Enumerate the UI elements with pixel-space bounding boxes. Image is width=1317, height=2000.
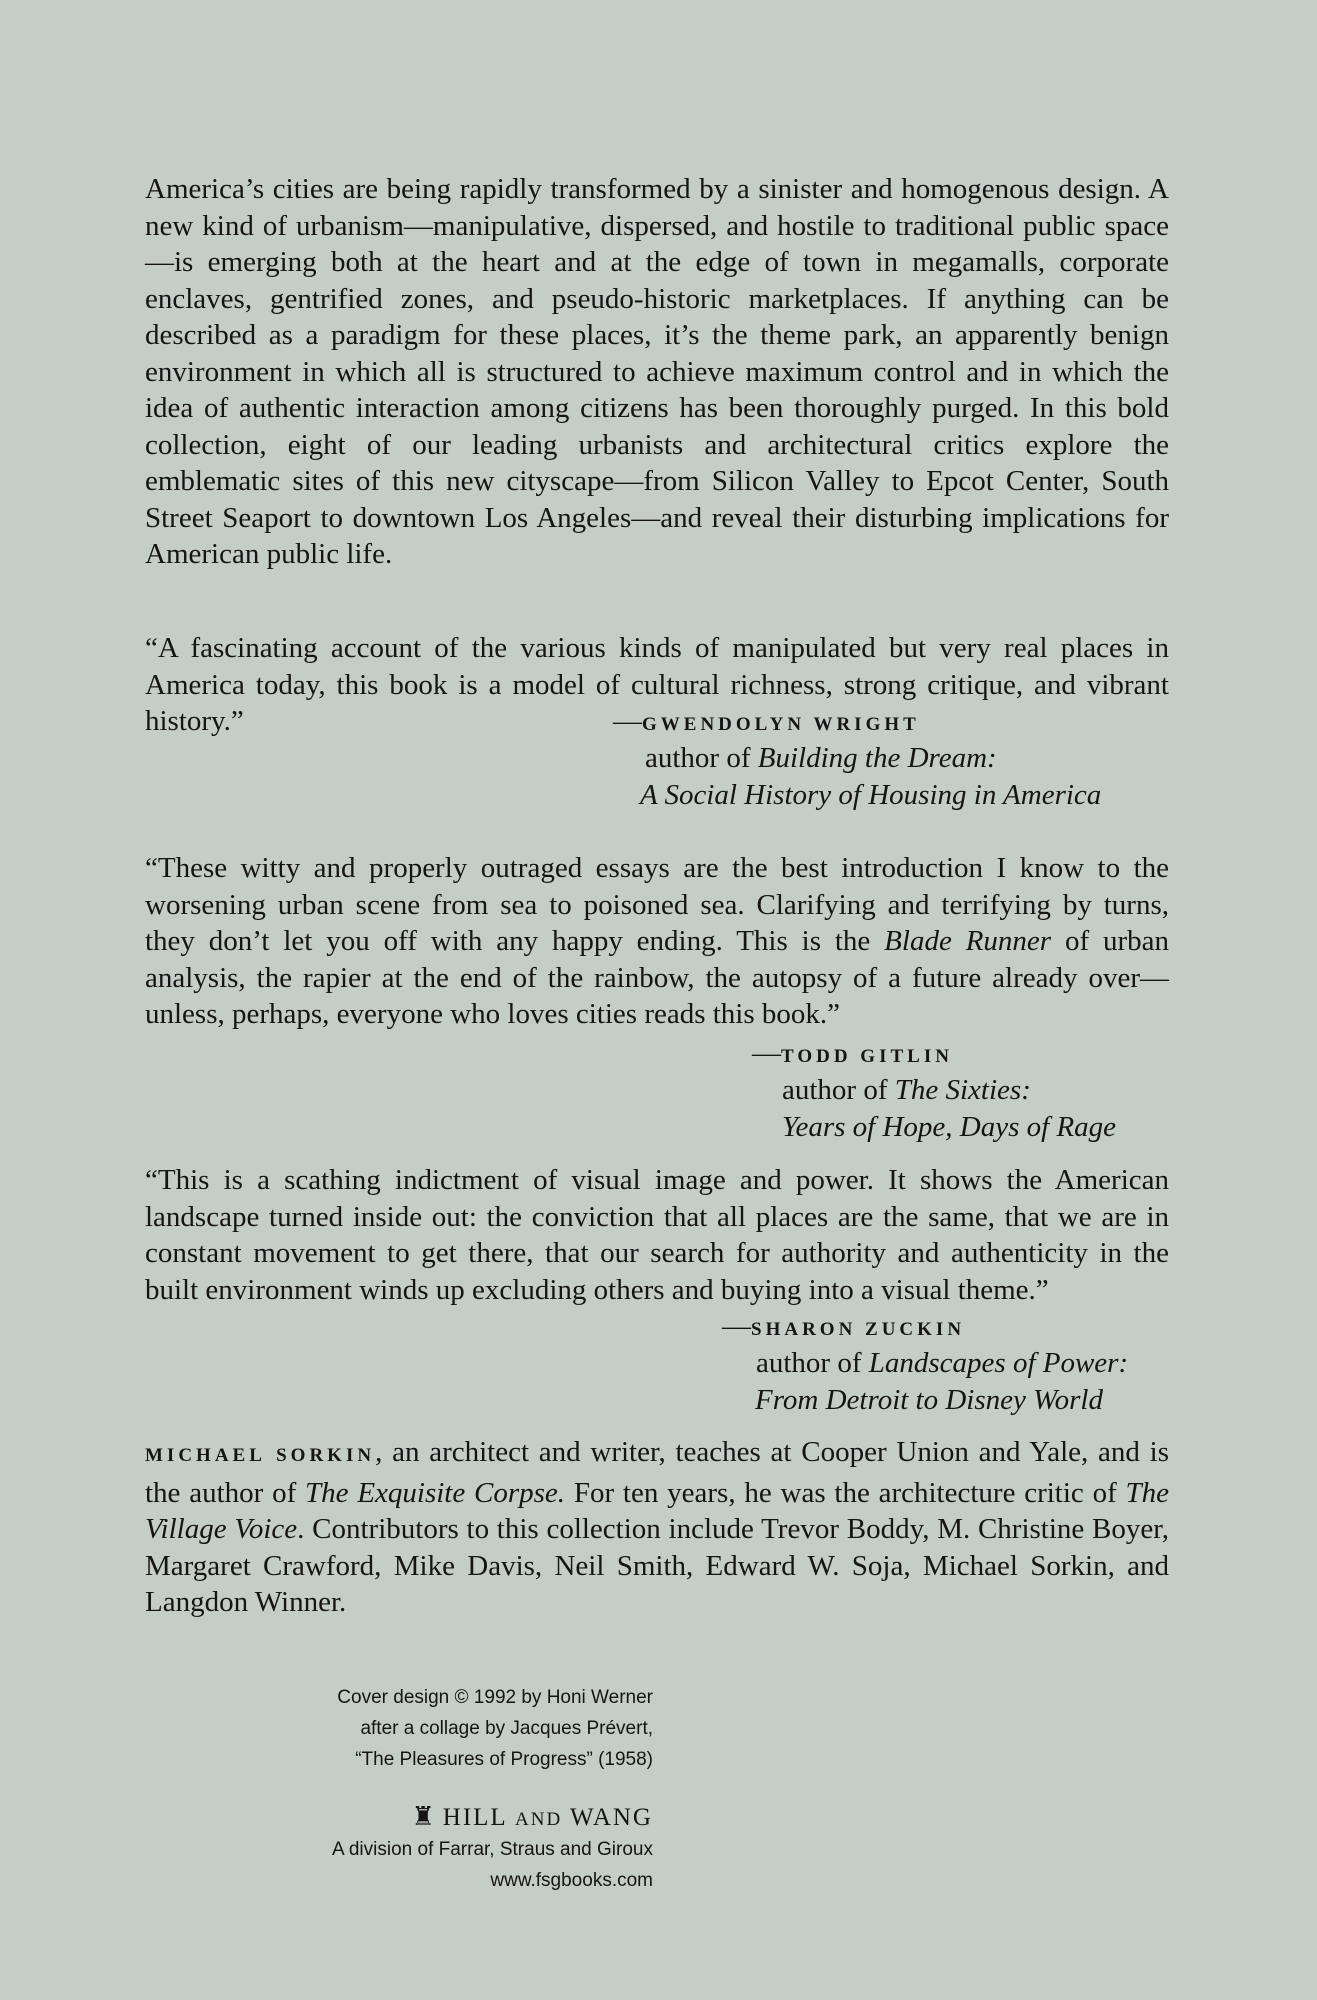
author-bio: MICHAEL SORKIN, an architect and writer, teaches at Cooper Union and Yale, and is the author of The Exquisite Corpse. For ten years, he was the architecture critic of The Village Voice. Contributors to this collection include Trevor Boddy, M. Christine Boyer, Margaret Crawford, Mike Davis, Neil Smith, Edward W. Soja, Michael Sorkin, and Langdon Winner. (145, 1436, 1170, 1618)
quote-gitlin-work-subtitle: Years of Hope, Days of Rage (782, 1111, 1117, 1143)
publisher-division: A division of Farrar, Straus and Giroux (331, 1839, 653, 1860)
quote-wright-author: —GWENDOLYN WRIGHT (613, 705, 920, 737)
quote-zuckin-work: author of Landscapes of Power: (756, 1347, 1129, 1379)
publisher-logo-icon: ♜ (411, 1802, 437, 1831)
quote-zuckin: “This is a scathing indictment of visual image and power. It shows the American landscape turned inside out: the conviction that all places are the same, that we are in constant movement to get there, that our search for authority and authenticity in the built environment winds up excluding others and buying into a visual theme.” (145, 1164, 1169, 1306)
cover-credits: Cover design © 1992 by Honi Werner after a collage by Jacques Prévert, “The Pleasures of Progress” (1958) (337, 1687, 653, 1770)
quote-wright-work-subtitle: A Social History of Housing in America (640, 779, 1102, 811)
quote-gitlin-author: —TODD GITLIN (752, 1037, 953, 1069)
quote-gitlin: “These witty and properly outraged essays are the best introduction I know to the worsening urban scene from sea to poisoned sea. Clarifying and terrifying by turns, they don’t let you off with any happy ending. This is the Blade Runner of urban analysis, the rapier at the end of the rainbow, the autopsy of a future already over—unless, perhaps, everyone who loves cities reads this book.” (145, 852, 1169, 1030)
book-description: America’s cities are being rapidly transformed by a sinister and homogenous design. A new kind of urbanism—manipulative, dispersed, and hostile to traditional public space—is emerging both at the heart and at the edge of town in megamalls, corporate enclaves, gentrified zones, and pseudo-historic marketplaces. If anything can be described as a paradigm for these places, it’s the theme park, an apparently benign environment in which all is structured to achieve maximum control and in which the idea of authentic interaction among citizens has been thoroughly purged. In this bold collection, eight of our leading urbanists and architectural critics explore the emblematic sites of this new cityscape—from Silicon Valley to Epcot Center, South Street Seaport to downtown Los Angeles—and reveal their disturbing implications for American public life. (145, 173, 1169, 570)
quote-zuckin-author: —SHARON ZUCKIN (722, 1310, 966, 1342)
publisher-info (240, 1834, 653, 1896)
publisher-url: www.fsgbooks.com (490, 1870, 653, 1891)
quote-gitlin-work: author of The Sixties: (782, 1074, 1031, 1106)
quote-wright-work: author of Building the Dream: (645, 742, 997, 774)
quote-wright: “A fascinating account of the various kinds of manipulated but very real places in America today, this book is a model of cultural richness, strong critique, and vibrant history.” (145, 632, 1169, 737)
publisher-name: ♜ HILL AND WANG (411, 1802, 653, 1831)
quote-zuckin-work-subtitle: From Detroit to Disney World (755, 1384, 1103, 1416)
